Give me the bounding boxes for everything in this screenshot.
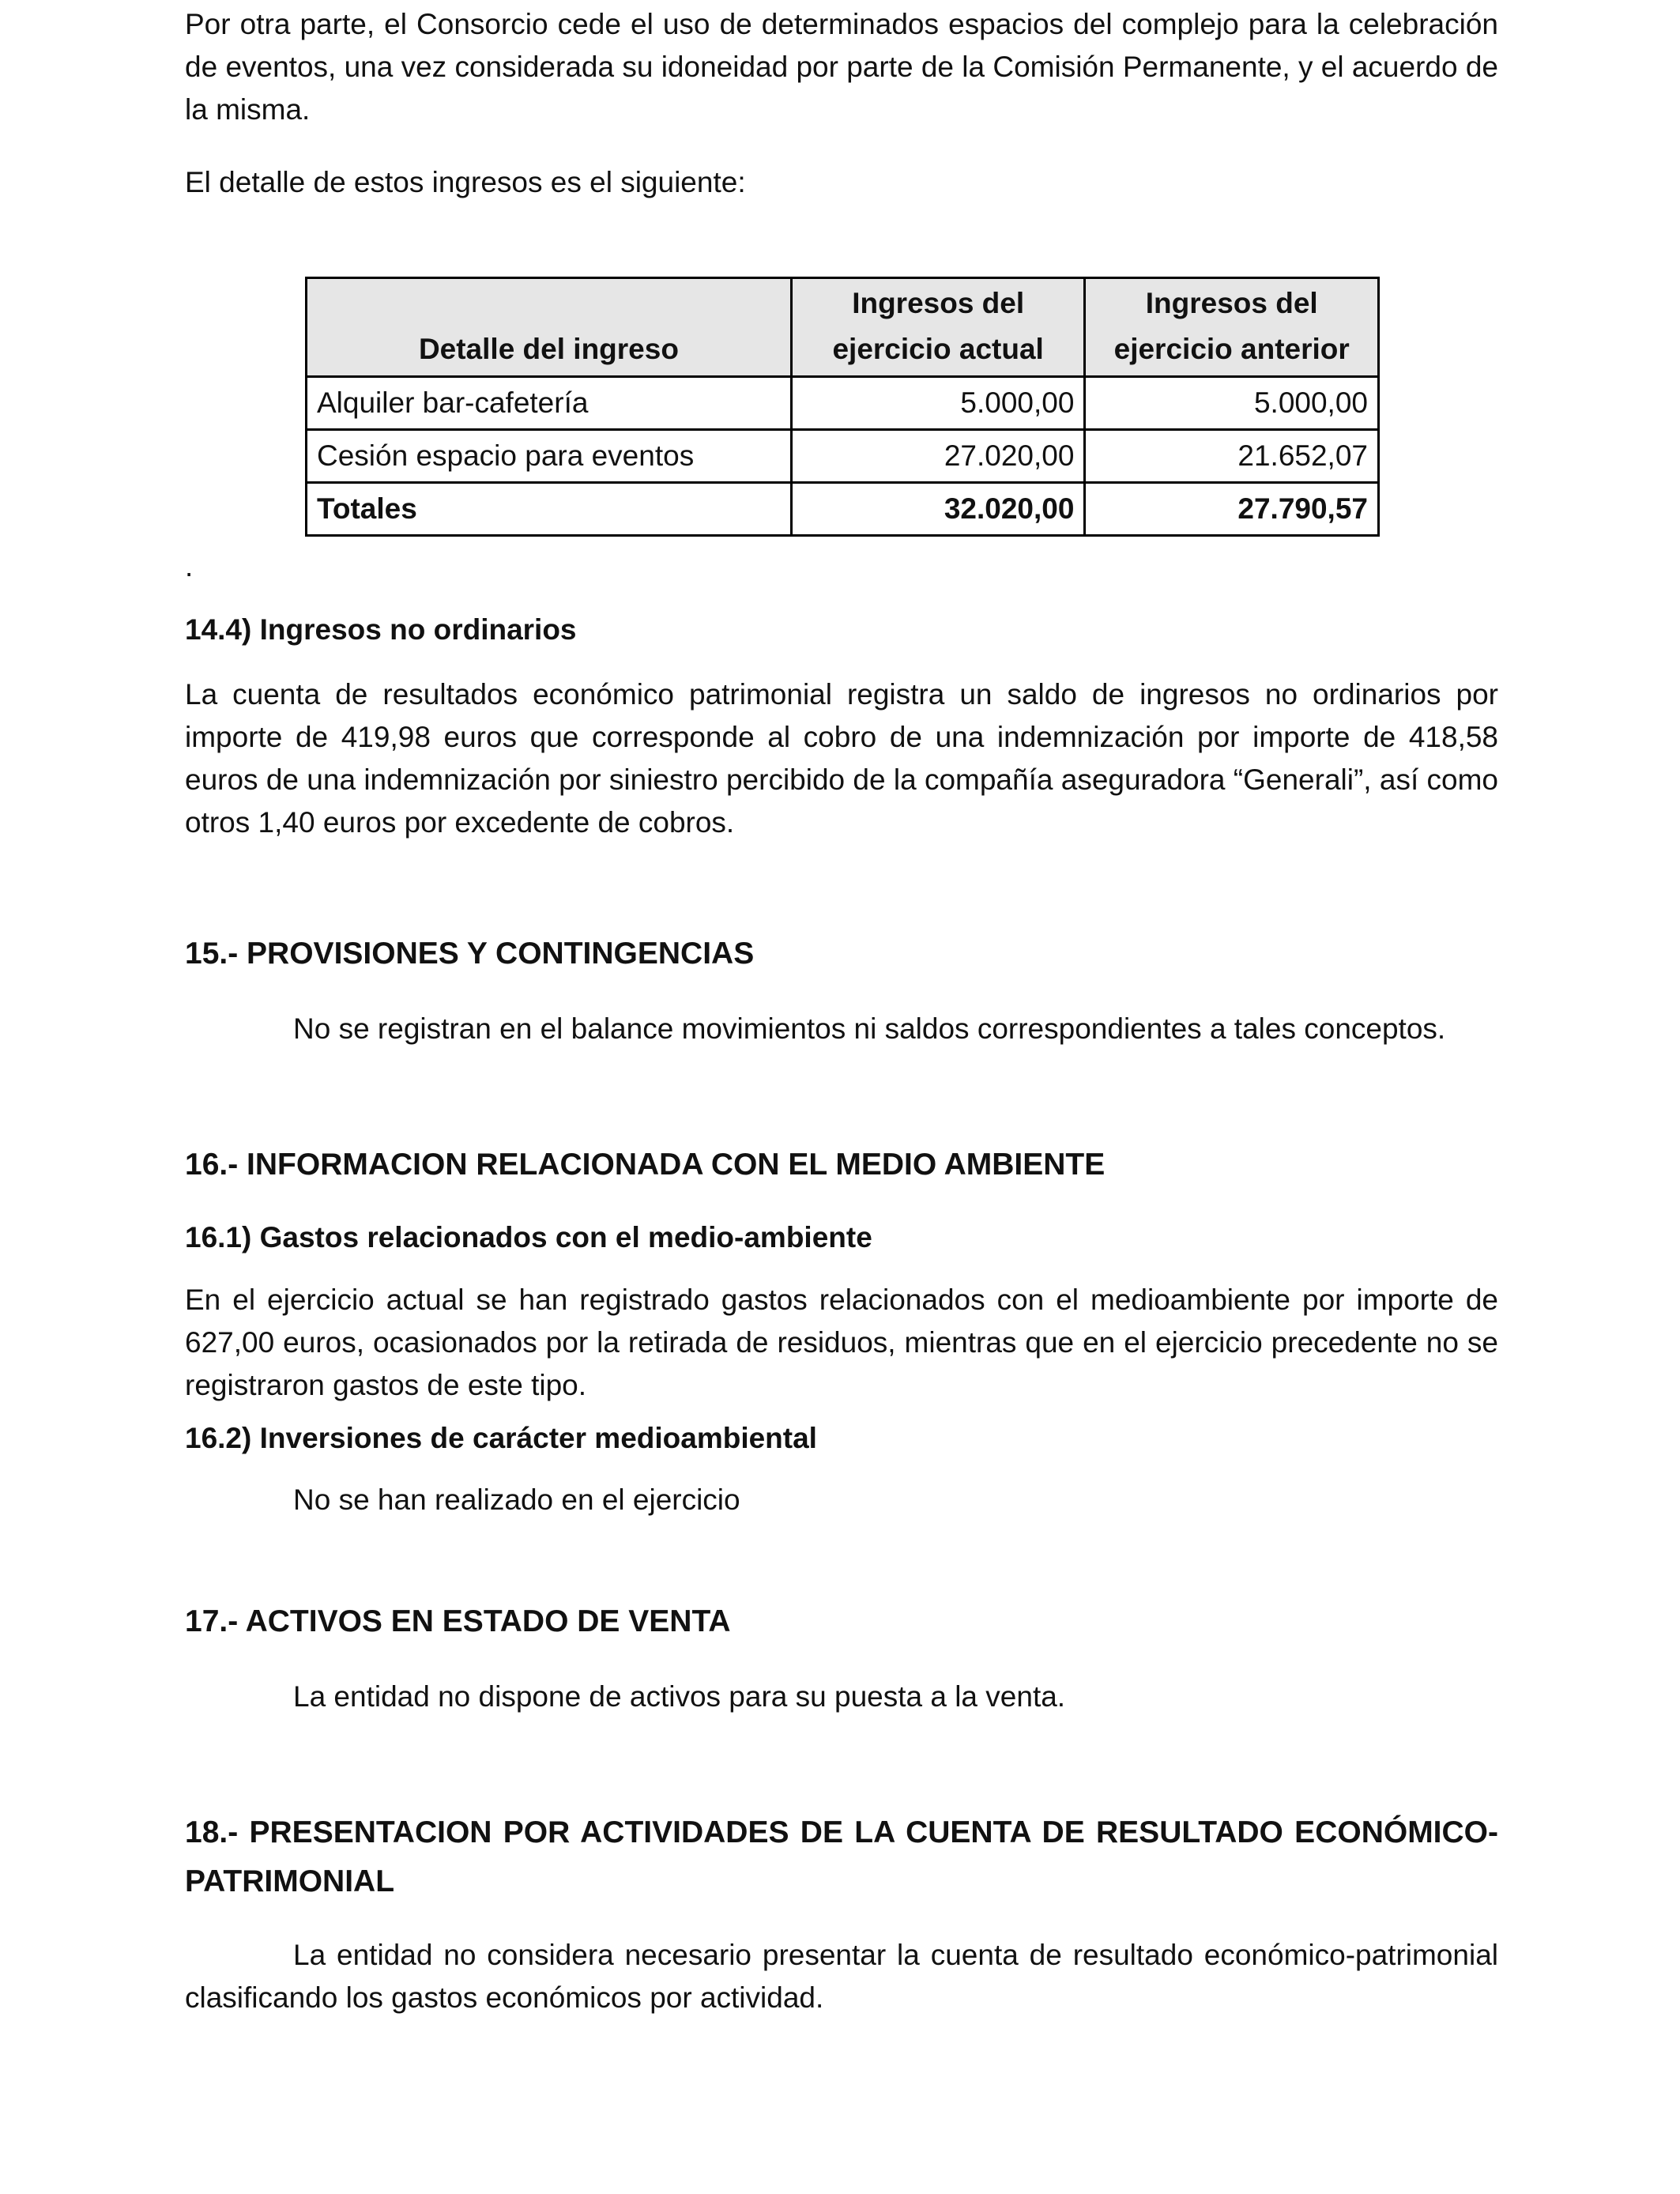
header-previous-line1: Ingresos del	[1145, 287, 1318, 319]
section-14-4-title: 14.4) Ingresos no ordinarios	[185, 613, 577, 646]
row-label: Cesión espacio para eventos	[307, 430, 792, 483]
table-row	[307, 430, 1379, 483]
section-16-1-paragraph: En el ejercicio actual se han registrado gastos relacionados con el medioambiente por importe de 627,00 euros, ocasionados por la retirada de residuos, mientras que en el ejercicio precedente no se registraron gastos de este tipo.	[185, 1284, 1498, 1401]
header-detail: Detalle del ingreso	[307, 278, 792, 377]
section-16-title: 16.- INFORMACION RELACIONADA CON EL MEDIO AMBIENTE	[185, 1148, 1106, 1182]
intro-paragraph: Por otra parte, el Consorcio cede el uso de determinados espacios del complejo para la celebración de eventos, una vez considerada su idoneidad por parte de la Comisión Permanente, y el acuerdo de la misma.	[185, 8, 1498, 126]
section-18-paragraph: La entidad no considera necesario presentar la cuenta de resultado económico-patrimonial clasificando los gastos económicos por actividad.	[185, 1939, 1498, 2014]
total-previous-value: 27.790,57	[1085, 483, 1379, 536]
section-16-1-title: 16.1) Gastos relacionados con el medio-ambiente	[185, 1221, 872, 1253]
detail-lead-text: El detalle de estos ingresos es el siguiente:	[185, 166, 746, 198]
row-current-value: 27.020,00	[791, 430, 1085, 483]
table-total-row	[307, 483, 1379, 536]
section-15-title: 15.- PROVISIONES Y CONTINGENCIAS	[185, 937, 755, 971]
header-current-line1: Ingresos del	[852, 287, 1025, 319]
header-previous-year	[1085, 278, 1379, 377]
total-label: Totales	[307, 483, 792, 536]
total-current-value: 32.020,00	[791, 483, 1085, 536]
row-label: Alquiler bar-cafetería	[307, 377, 792, 430]
table-row	[307, 377, 1379, 430]
section-16-2-title: 16.2) Inversiones de carácter medioambiental	[185, 1422, 817, 1454]
section-16-2-paragraph: No se han realizado en el ejercicio	[293, 1483, 740, 1516]
section-18-title: 18.- PRESENTACION POR ACTIVIDADES DE LA CUENTA DE RESULTADO ECONÓMICO-PATRIMONIAL	[185, 1815, 1498, 1898]
section-17-title: 17.- ACTIVOS EN ESTADO DE VENTA	[185, 1604, 731, 1638]
section-17-paragraph: La entidad no dispone de activos para su puesta a la venta.	[293, 1680, 1066, 1713]
row-current-value: 5.000,00	[791, 377, 1085, 430]
income-detail-table	[305, 277, 1380, 537]
header-current-year	[791, 278, 1085, 377]
section-15-paragraph: No se registran en el balance movimientos ni saldos correspondientes a tales conceptos.	[293, 1012, 1446, 1045]
table-header-row	[307, 278, 1379, 377]
header-current-line2: ejercicio actual	[832, 333, 1044, 365]
header-previous-line2: ejercicio anterior	[1113, 333, 1350, 365]
stray-dot: .	[185, 550, 194, 582]
section-14-4-paragraph: La cuenta de resultados económico patrimonial registra un saldo de ingresos no ordinarios por importe de 419,98 euros que corresponde al cobro de una indemnización por importe de 418,58 euros de una indemnización por siniestro percibido de la compañía aseguradora “Generali”, así como otros 1,40 euros por excedente de cobros.	[185, 678, 1498, 839]
row-previous-value: 5.000,00	[1085, 377, 1379, 430]
row-previous-value: 21.652,07	[1085, 430, 1379, 483]
